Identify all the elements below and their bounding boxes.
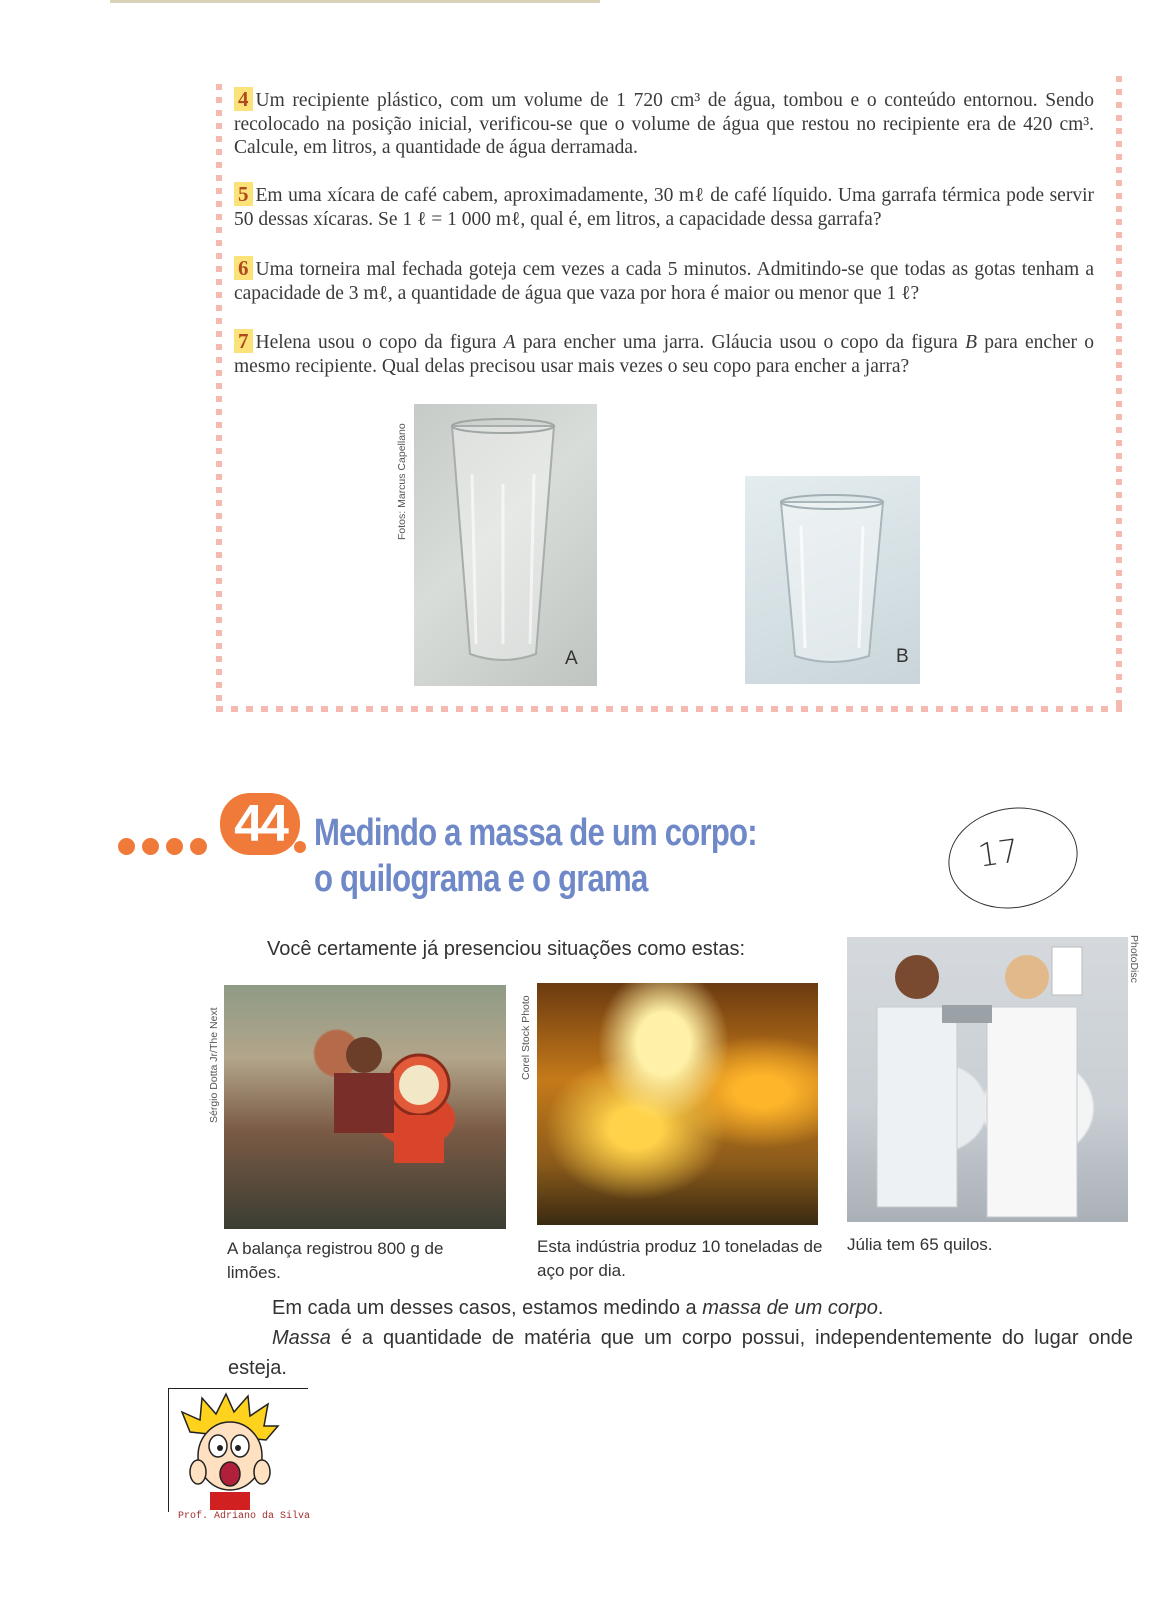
glass-b-photo	[745, 476, 920, 684]
exercise-text-part: Helena usou o copo da figura	[255, 332, 504, 353]
glass-a-photo	[414, 404, 597, 686]
dot-icon	[190, 838, 207, 855]
glass-b-label: B	[896, 646, 909, 667]
dotted-border-left	[216, 84, 222, 704]
scale-icon	[224, 985, 506, 1229]
dotted-border-right	[1116, 76, 1122, 706]
exercise-text: Um recipiente plástico, com um volume de 1 720 cm³ de água, tombou e o conteúdo entornou. Sendo recolocado na posição inicial, verificou-se que o volume de água que restou no recipiente era de 420 cm³. Calcule, em litros, a quantidade de água derramada.	[234, 90, 1094, 158]
doctor-scale-photo	[847, 937, 1128, 1222]
market-scale-photo	[224, 985, 506, 1229]
glass-a-label: A	[565, 648, 578, 669]
steel-industry-photo	[537, 983, 818, 1225]
exercise-4	[234, 87, 1094, 160]
photo-caption: Esta indústria produz 10 toneladas de aço por dia.	[537, 1237, 823, 1280]
paragraph-text: é a quantidade de matéria que um corpo possui, independentemente do lugar onde esteja.	[228, 1327, 1133, 1379]
screaming-kid-cartoon-icon	[180, 1392, 280, 1510]
paragraph-2	[228, 1323, 1133, 1383]
exercise-number: 5	[234, 182, 253, 206]
paragraph-text: Em cada um desses casos, estamos medindo a	[272, 1297, 703, 1319]
figure-a-ref: A	[503, 332, 516, 353]
figure-b-ref: B	[965, 332, 977, 353]
handwritten-page-number: 17	[975, 831, 1022, 875]
top-rule	[110, 0, 600, 3]
exercise-number: 7	[234, 329, 253, 353]
exercise-7	[234, 329, 1094, 378]
signature: Prof. Adriano da Silva	[178, 1511, 311, 1522]
dotted-border-bottom	[216, 706, 1122, 712]
paragraph-1	[272, 1293, 883, 1323]
paragraph-emphasis: Massa	[272, 1327, 331, 1349]
exercise-box	[216, 76, 1122, 712]
dot-icon	[142, 838, 159, 855]
glasses-photo-credit: Fotos: Marcus Capellano	[396, 423, 408, 540]
intro-text: Você certamente já presenciou situações como estas:	[267, 938, 746, 960]
tall-glass-icon	[414, 404, 597, 686]
exercise-text: Em uma xícara de café cabem, aproximadamente, 30 mℓ de café líquido. Uma garrafa térmica pode servir 50 dessas xícaras. Se 1 ℓ = 1 000 mℓ, qual é, em litros, a capacidade dessa garrafa?	[234, 185, 1094, 230]
dot-icon	[294, 841, 306, 853]
photo-credit: PhotoDisc	[1128, 935, 1140, 983]
section-title	[314, 810, 757, 902]
photo-credit: Sérgio Dotta Jr/The Next	[208, 1007, 220, 1123]
dot-icon	[166, 838, 183, 855]
photo-caption: A balança registrou 800 g de limões.	[227, 1239, 444, 1282]
section-title-line2: o quilograma e o grama	[314, 858, 648, 900]
exercise-text-part: para encher o mesmo recipiente. Qual delas precisou usar mais vezes o seu copo para encher a jarra?	[234, 332, 1094, 377]
section-title-line1: Medindo a massa de um corpo:	[314, 812, 757, 854]
short-glass-icon	[745, 476, 920, 684]
people-icon	[847, 937, 1128, 1222]
dot-icon	[118, 838, 135, 855]
paragraph-text: .	[877, 1297, 884, 1319]
exercise-number: 6	[234, 256, 253, 280]
photo-caption: Júlia tem 65 quilos.	[847, 1235, 993, 1254]
exercise-5	[234, 182, 1094, 231]
section-number: 44	[220, 793, 300, 855]
exercise-text: Uma torneira mal fechada goteja cem vezes a cada 5 minutos. Admitindo-se que todas as gotas tenham a capacidade de 3 mℓ, a quantidade de água que vaza por hora é maior ou menor que 1 ℓ?	[234, 259, 1094, 304]
exercise-6	[234, 256, 1094, 305]
exercise-text-part: para encher uma jarra. Gláucia usou o copo da figura	[515, 332, 966, 353]
paragraph-emphasis: massa de um corpo	[702, 1297, 878, 1319]
photo-credit: Corel Stock Photo	[520, 995, 532, 1080]
exercise-number: 4	[234, 87, 253, 111]
